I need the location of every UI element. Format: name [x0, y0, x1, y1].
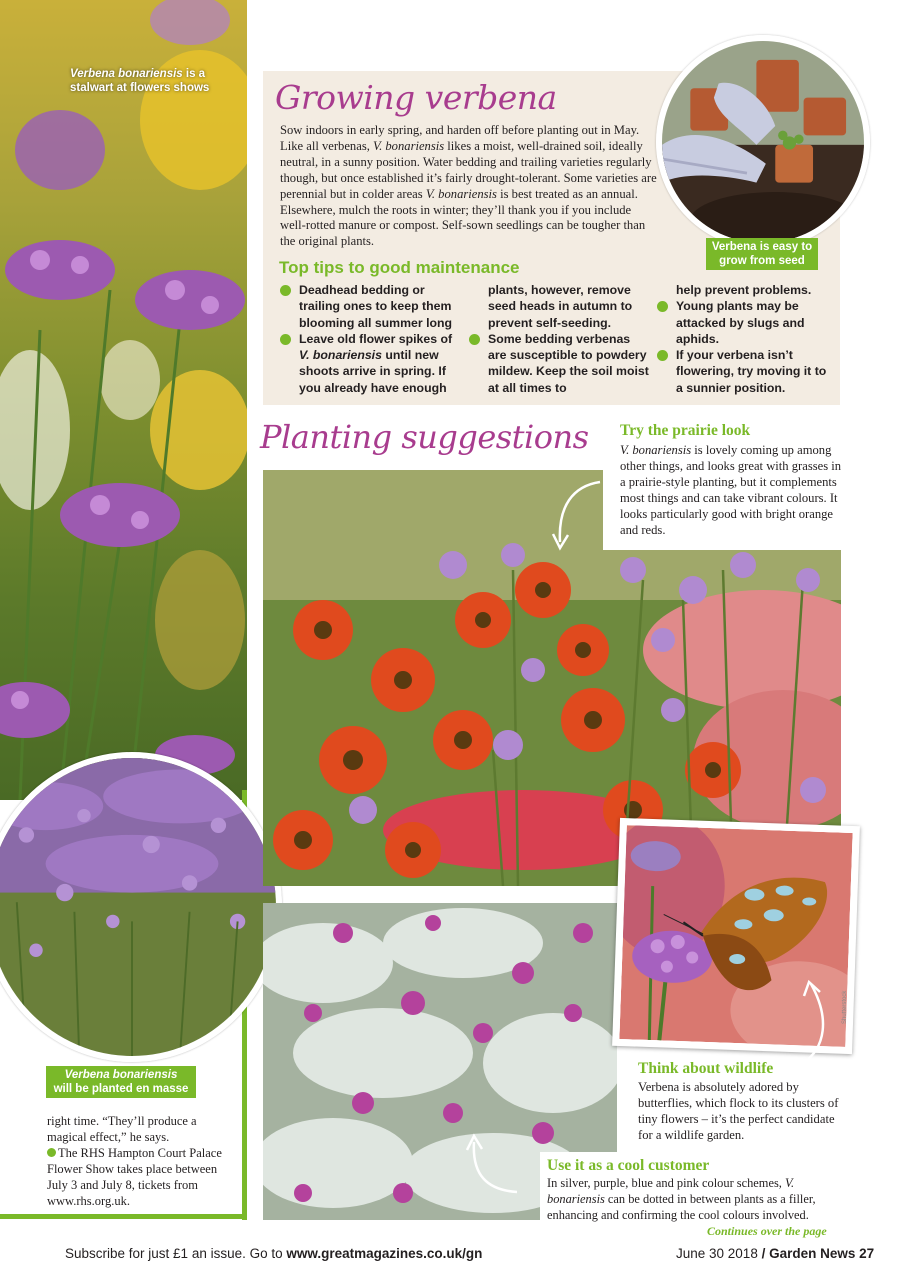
bullet-icon — [657, 350, 668, 361]
subscribe-footer — [65, 1246, 482, 1261]
en-masse-caption-rest: will be planted en masse — [53, 1083, 189, 1095]
tip-flower-spikes — [280, 331, 460, 396]
left-body-p1: right time. “They’ll produce a magical effect,” he says. — [47, 1114, 197, 1144]
tip-deadhead — [280, 282, 460, 331]
tips-column-1 — [280, 282, 460, 396]
tip-slugs — [657, 298, 835, 347]
cool-heading: Use it as a cool customer — [547, 1157, 710, 1174]
verbena-stalwart-photo — [0, 0, 247, 800]
stalwart-caption-italic: Verbena bonariensis — [70, 68, 183, 80]
left-body-p2: The RHS Hampton Court Palace Flower Show takes place between July 3 and July 8, tickets from www.rhs.org.uk. — [47, 1146, 222, 1208]
tip-sunnier-text: If your verbena isn’t flowering, try moving it to a sunnier position. — [676, 348, 827, 395]
tips-heading: Top tips to good maintenance — [279, 258, 520, 277]
tips-column-3 — [657, 282, 835, 396]
subscribe-text: Subscribe for just £1 an issue. Go to — [65, 1246, 287, 1261]
wildlife-heading: Think about wildlife — [638, 1060, 774, 1077]
prairie-arrow-icon — [548, 476, 608, 556]
seedling-potting-photo — [656, 35, 870, 249]
en-masse-caption — [46, 1066, 196, 1098]
cool-text — [547, 1176, 847, 1223]
tip-mildew — [469, 331, 649, 396]
tip-slugs-text: Young plants may be attacked by slugs and aphids. — [676, 299, 805, 346]
photo-credit: Shutterstock — [842, 990, 848, 1024]
bullet-icon — [47, 1148, 56, 1157]
tip-flower-spikes-cont — [469, 282, 649, 331]
tip-deadhead-text: Deadhead bedding or trailing ones to keep them blooming all summer long — [299, 283, 453, 330]
prairie-text-body: is lovely coming up among other things, and looks great with grasses in a prairie-style planting, but it complements most things and can take vibrant colours. It looks particularly good with bright orange and reds. — [620, 443, 842, 537]
growing-text-2i: V. bonariensis — [425, 186, 497, 201]
tip-flower-spikes-a: Leave old flower spikes of — [299, 331, 453, 346]
bullet-icon — [469, 334, 480, 345]
stalwart-caption-rest: is a stalwart at flowers shows — [70, 68, 210, 94]
prairie-heading: Try the prairie look — [620, 422, 751, 439]
cool-text-2: can be dotted in between plants as a filler, enhancing and confirming the cool colours involved. — [547, 1191, 816, 1222]
growing-title: Growing verbena — [275, 78, 557, 117]
growing-text — [280, 123, 658, 250]
issue-footer — [676, 1246, 874, 1261]
wildlife-arrow-icon — [796, 978, 836, 1068]
cool-text-1: In silver, purple, blue and pink colour schemes, — [547, 1176, 785, 1190]
tips-column-2 — [469, 282, 649, 396]
left-body-p2-wrap — [47, 1145, 237, 1209]
bullet-icon — [280, 285, 291, 296]
planting-title: Planting suggestions — [260, 418, 589, 456]
bullet-icon — [657, 301, 668, 312]
continues-link[interactable]: Continues over the page — [707, 1224, 827, 1238]
prairie-text-italic: V. bonariensis — [620, 443, 692, 457]
tip-flower-spikes-c: plants, however, remove seed heads in autumn to prevent self-seeding. — [488, 283, 633, 330]
tip-flower-spikes-i: V. bonariensis — [299, 348, 382, 363]
cool-text-italic: V. bonariensis — [547, 1176, 795, 1206]
subscribe-url[interactable]: www.greatmagazines.co.uk/gn — [286, 1246, 483, 1261]
growing-text-1i: V. bonariensis — [373, 138, 445, 153]
growing-text-3: is best treated as an annual. Elsewhere, mulch the roots in winter; they’ll thank you if you include well-rotted manure or compost. Self-sown seedlings can be tougher than the original plants. — [280, 186, 646, 249]
growing-text-2: likes a moist, well-drained soil, ideally neutral, in a sunny position. Water bedding and trailing varieties regularly though, but once established it’s fairly drought-tolerant. Some varieties are perennial but in colder areas — [280, 138, 657, 201]
wildlife-text: Verbena is absolutely adored by butterflies, which flock to its clusters of tiny flowers – it’s the perfect candidate for a wildlife garden. — [638, 1080, 839, 1142]
seed-caption: Verbena is easy to grow from seed — [706, 238, 818, 270]
cool-arrow-icon — [462, 1130, 522, 1200]
stalwart-caption — [70, 67, 240, 95]
tip-mildew-cont — [657, 282, 835, 298]
tip-sunnier — [657, 347, 835, 396]
left-body-text — [47, 1113, 237, 1209]
tip-mildew-text: Some bedding verbenas are susceptible to powdery mildew. Keep the soil moist at all times to — [488, 331, 649, 395]
bullet-icon — [280, 334, 291, 345]
green-rule-horizontal — [0, 1214, 247, 1219]
tip-mildew-c: help prevent problems. — [676, 283, 812, 297]
tip-flower-spikes-b: until new shoots arrive in spring. If you already have enough — [299, 348, 447, 395]
prairie-text — [620, 442, 848, 538]
issue-date: June 30 2018 — [676, 1246, 762, 1261]
en-masse-caption-italic: Verbena bonariensis — [64, 1069, 178, 1081]
verbena-en-masse-photo — [0, 752, 282, 1062]
magazine-page: / Garden News 27 — [761, 1246, 875, 1261]
growing-text-1: Sow indoors in early spring, and harden off before planting out in May. Like all verbenas, — [280, 123, 640, 153]
